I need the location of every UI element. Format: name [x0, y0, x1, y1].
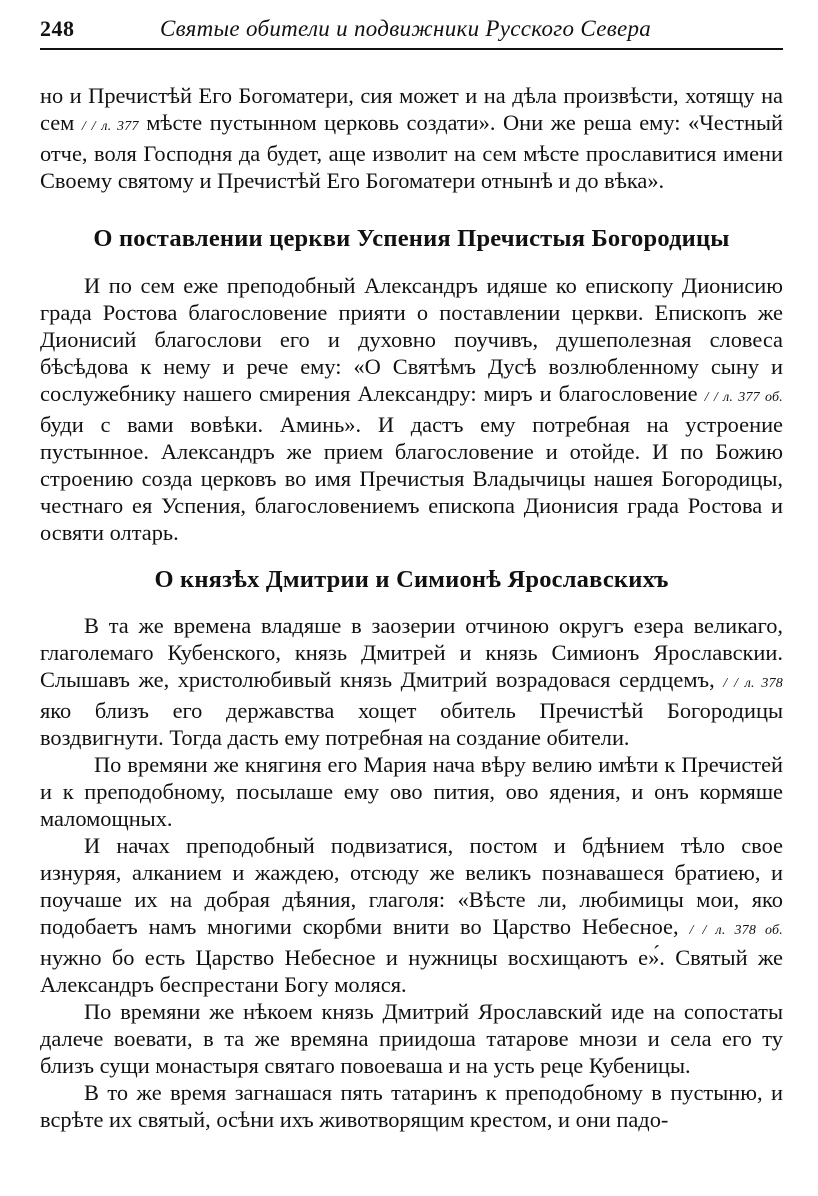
running-title: Святые обители и подвижники Русского Севера — [160, 16, 652, 41]
paragraph-5-text-b: нужно бо есть Царство Небесное и нужницы восхищаютъ е»́. Святый же Александръ беспрестани Богу моляся. — [40, 945, 783, 997]
paragraph-2 — [40, 272, 783, 546]
paragraph-2-text-b: буди с вами вовѣки. Аминь». И дастъ ему потребная на устроение пустынное. Александръ же прием благословение и отойде. И по Божию строению созда церковъ во имя Пречистыя Владычицы нашея Богородицы, честнаго ея Успения, благословениемъ епископа Дионисия града Ростова и освяти олтарь. — [40, 412, 783, 545]
paragraph-5-text-a: И начах преподобный подвизатися, постом и бдѣнием тѣло свое изнуряя, алканием и жаждею, отсюду же великъ познавашеся братиею, и поучаше их на добрая дѣяния, глаголя: «Вѣсте ли, любимицы мои, яко подобаетъ намъ многими скорбми внити во Царство Небесное, — [40, 833, 783, 939]
paragraph-6: По времяни же нѣкоем князь Дмитрий Ярославский иде на сопостаты далече воевати, в та же времяна приидоша татарове мнози и села его ту близъ сущи монастыря святаго повоеваша и на усть реце Кубеницы. — [40, 999, 783, 1078]
paragraph-3-text-b: яко близъ его державства хощет обитель Пречистѣй Богородицы воздвигнути. Тогда дасть ему потребная на создание обители. — [40, 698, 783, 750]
paragraph-5 — [40, 832, 783, 998]
running-head — [40, 14, 784, 46]
paragraph-1-text-b: мѣсте пустынном церковь создати». Они же реша ему: «Честный отче, воля Господня да будет, аще изволит на сем мѣсте прославитися имени Своему святому и Пречистѣй Его Богоматери отнынѣ и до вѣка». — [40, 110, 783, 193]
paragraph-2-text-a: И по сем еже преподобный Александръ идяше ко епископу Дионисию града Ростова благословение прияти о поставлении церкви. Епископъ же Дионисий благослови его и духовно поучивъ, душеполезная словеса бѣсѣдова к нему и рече ему: «О Святѣмъ Дусѣ возлюбленному сыну и сослужебнику нашего смирения Александру: миръ и благословение — [40, 273, 783, 406]
page-body — [40, 82, 783, 1133]
folio-marker-377-verso: / / л. 377 об. — [704, 390, 783, 405]
folio-marker-378-verso: / / л. 378 об. — [689, 923, 783, 938]
folio-marker-377: / / л. 377 — [81, 119, 139, 134]
paragraph-1 — [40, 82, 783, 194]
paragraph-3-text-a: В та же времена владяше в заозерии отчиною округъ езера великаго, глаголемаго Кубенского, князь Дмитрей и князь Симионъ Ярославскии. Слышавъ же, христолюбивый князь Дмитрий возрадовася сердцемъ, — [40, 613, 783, 692]
paragraph-3 — [40, 612, 783, 751]
page-number: 248 — [40, 16, 75, 41]
paragraph-4: По времяни же княгиня его Мария нача вѣру велию имѣти к Пречистей и к преподобному, посылаше ему ово пития, ово ядения, и онъ кормяше маломощных. — [40, 752, 783, 831]
paragraph-7: В то же время загнашася пять татаринъ к преподобному в пустыню, и всрѣте их святый, осѣни ихъ животворящим крестом, и они падо- — [40, 1080, 783, 1132]
section-heading-assumption-church: О поставлении церкви Успения Пречистыя Богородицы — [93, 225, 730, 252]
header-rule — [40, 48, 783, 50]
paragraph-1-text-a: но и Пречистѣй Его Богоматери, сия может и на дѣла произвѣсти, хотящу на сем — [40, 83, 783, 135]
folio-marker-378: / / л. 378 — [723, 676, 784, 691]
section-heading-yaroslavl-princes: О князѣх Дмитрии и Симионѣ Ярославскихъ — [154, 566, 669, 593]
